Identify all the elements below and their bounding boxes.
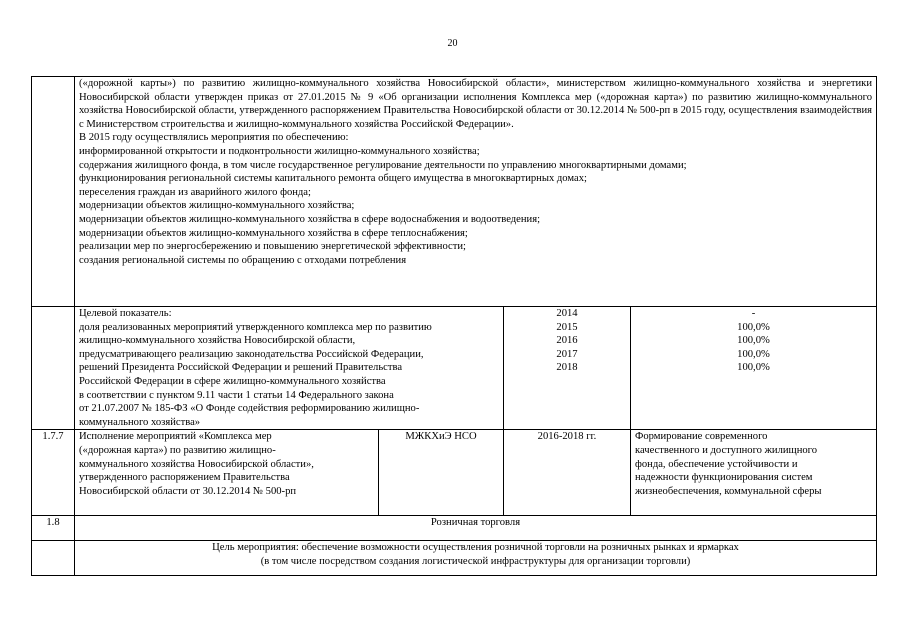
year-value: 2016 <box>556 335 578 347</box>
page-number: 20 <box>447 38 458 49</box>
list-item: модернизации объектов жилищно-коммунального хозяйства в сфере теплоснабжения; <box>79 227 468 239</box>
goal-line: Цель мероприятия: обеспечение возможности осуществления розничной торговли на розничных рынках и ярмарках <box>212 542 739 554</box>
section-title: Розничная торговля <box>75 516 877 541</box>
indicator-value: 100,0% <box>737 335 770 347</box>
table-row <box>32 77 877 307</box>
list-item: информированной открытости и подконтрольности жилищно-коммунального хозяйства; <box>79 145 480 157</box>
list-item: функционирования региональной системы капитального ремонта общего имущества в многоквартирных домах; <box>79 173 587 185</box>
empty-number-cell <box>32 77 75 307</box>
measure-name: Исполнение мероприятий «Комплекса мер («дорожная карта») по развитию жилищно- коммунального хозяйства Новосибирской области», утвержденного распоряжением Правительства Новосибирской области от 30.12.2014 № 500-рп <box>75 430 379 516</box>
measures-table <box>31 76 877 576</box>
goal-line: (в том числе посредством создания логистической инфраструктуры для организации торговли) <box>260 555 691 567</box>
list-item: реализации мер по энергосбережению и повышению энергетической эффективности; <box>79 241 466 253</box>
empty-number-cell <box>32 307 75 430</box>
year-value: 2015 <box>556 321 578 333</box>
intro-cell <box>75 77 877 307</box>
empty-number-cell <box>32 541 75 576</box>
table-row <box>32 541 877 576</box>
expected-result: Формирование современного качественного и доступного жилищного фонда, обеспечение устойчивости и надежности функционирования систем жизнеобеспечения, коммунальной сферы <box>631 430 877 516</box>
year-value: 2017 <box>556 348 578 360</box>
list-item: создания региональной системы по обращению с отходами потребления <box>79 254 407 266</box>
item-number: 1.7.7 <box>32 430 75 516</box>
year-value: 2018 <box>556 362 578 374</box>
table-row <box>32 307 877 430</box>
goal-cell <box>75 541 877 576</box>
indicator-values <box>631 307 877 430</box>
table-row <box>32 430 877 516</box>
executor: МЖКХиЭ НСО <box>379 430 504 516</box>
list-item: переселения граждан из аварийного жилого фонда; <box>79 186 311 198</box>
indicator-value: 100,0% <box>737 321 770 333</box>
table-row <box>32 516 877 541</box>
list-item: содержания жилищного фонда, в том числе государственное регулирование деятельности по управлению многоквартирными домами; <box>79 159 687 171</box>
list-item: В 2015 году осуществлялись мероприятия по обеспечению: <box>79 132 349 144</box>
year-value: 2014 <box>556 308 578 319</box>
period: 2016-2018 гг. <box>504 430 631 516</box>
section-number: 1.8 <box>32 516 75 541</box>
indicator-years <box>504 307 631 430</box>
indicator-value: 100,0% <box>737 362 770 374</box>
target-indicator-text: Целевой показатель: доля реализованных мероприятий утвержденного комплекса мер по развитию жилищно-коммунального хозяйства Новосибирской области, предусматривающего реализацию законодательства Российской Федерации, решений Президента Российской Федерации и решений Правительства Российской Федерации в сфере жилищно-коммунального хозяйства в соответствии с пунктом 9.11 части 1 статьи 14 Федерального закона от 21.07.2007 № 185-ФЗ «О Фонде содействия реформированию жилищно- коммунального хозяйства» <box>75 307 504 430</box>
indicator-value: - <box>751 308 756 319</box>
indicator-value: 100,0% <box>737 348 770 360</box>
intro-paragraph: («дорожной карты») по развитию жилищно-коммунального хозяйства Новосибирской области», министерством жилищно-коммунального хозяйства и энергетики Новосибирской области утвержден приказ от 27.01.2015 № 9 «Об организации исполнения Комплекса мер («дорожная карта») по развитию жилищно-коммунального хозяйства Новосибирской области, утвержденного распоряжением Правительства Новосибирской области от 30.12.2014 № 500-рп в 2015 году, осуществления взаимодействия с Министерством строительства и жилищно-коммунального хозяйства Российской Федерации». <box>79 78 872 130</box>
list-item: модернизации объектов жилищно-коммунального хозяйства; <box>79 200 355 212</box>
list-item: модернизации объектов жилищно-коммунального хозяйства в сфере водоснабжения и водоотведения; <box>79 213 541 225</box>
